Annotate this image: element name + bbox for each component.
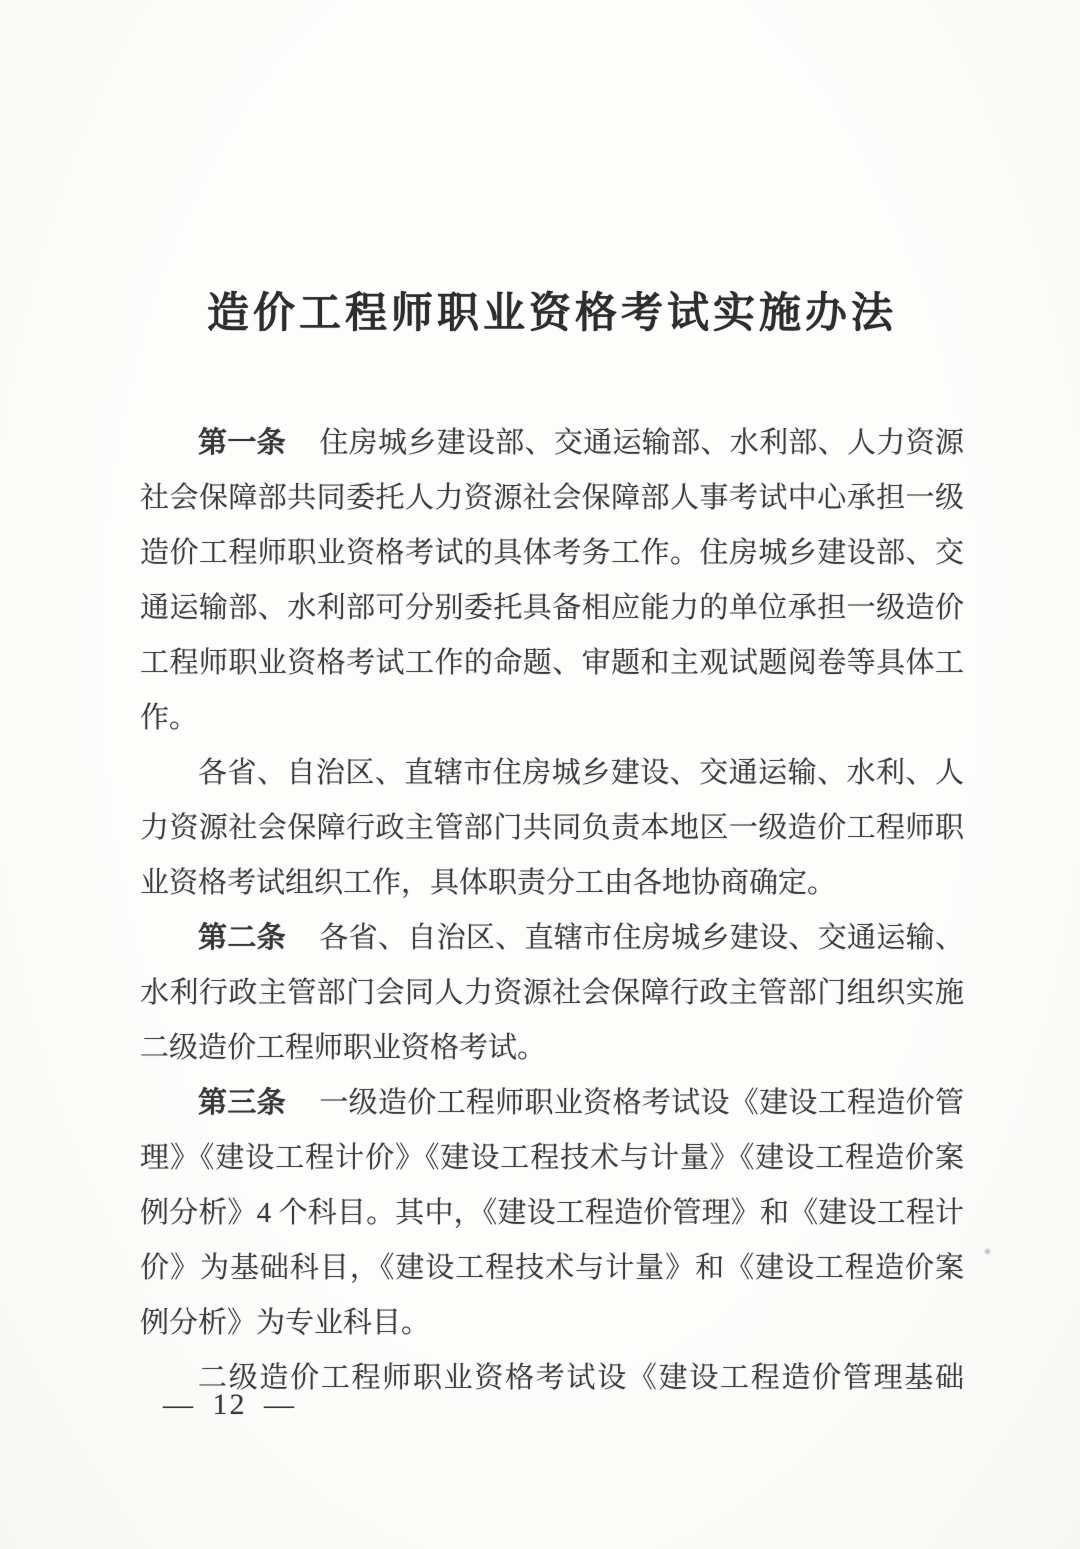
- document-title: 造价工程师职业资格考试实施办法: [206, 291, 897, 337]
- document-body: [140, 416, 964, 1406]
- paragraph-provinces-duty: [140, 746, 964, 911]
- paragraph-article-2: [140, 911, 964, 1076]
- article-1-lead: 第一条: [198, 427, 286, 459]
- paragraph-5-text: 二级造价工程师职业资格考试设《建设工程造价管理基础: [198, 1362, 964, 1394]
- article-3-lead: 第三条: [198, 1087, 286, 1119]
- article-2-text: 各省、自治区、直辖市住房城乡建设、交通运输、水利行政主管部门会同人力资源社会保障行政主管部门组织实施二级造价工程师职业资格考试。: [140, 922, 964, 1064]
- article-2-lead: 第二条: [198, 922, 286, 954]
- paragraph-article-1: [140, 416, 964, 746]
- paragraph-article-3: [140, 1076, 964, 1351]
- scan-speck: [985, 1249, 990, 1254]
- article-1-text: 住房城乡建设部、交通运输部、水利部、人力资源社会保障部共同委托人力资源社会保障部人事考试中心承担一级造价工程师职业资格考试的具体考务工作。住房城乡建设部、交通运输部、水利部可分别委托具备相应能力的单位承担一级造价工程师职业资格考试工作的命题、审题和主观试题阅卷等具体工作。: [140, 427, 964, 734]
- paragraph-2-text: 各省、自治区、直辖市住房城乡建设、交通运输、水利、人力资源社会保障行政主管部门共同负责本地区一级造价工程师职业资格考试组织工作，具体职责分工由各地协商确定。: [140, 757, 964, 899]
- page-number: — 12 —: [163, 1388, 296, 1421]
- article-3-text: 一级造价工程师职业资格考试设《建设工程造价管理》《建设工程计价》《建设工程技术与计量》《建设工程造价案例分析》4 个科目。其中，《建设工程造价管理》和《建设工程计价》为基础科目，《建设工程技术与计量》和《建设工程造价案例分析》为专业科目。: [140, 1087, 964, 1339]
